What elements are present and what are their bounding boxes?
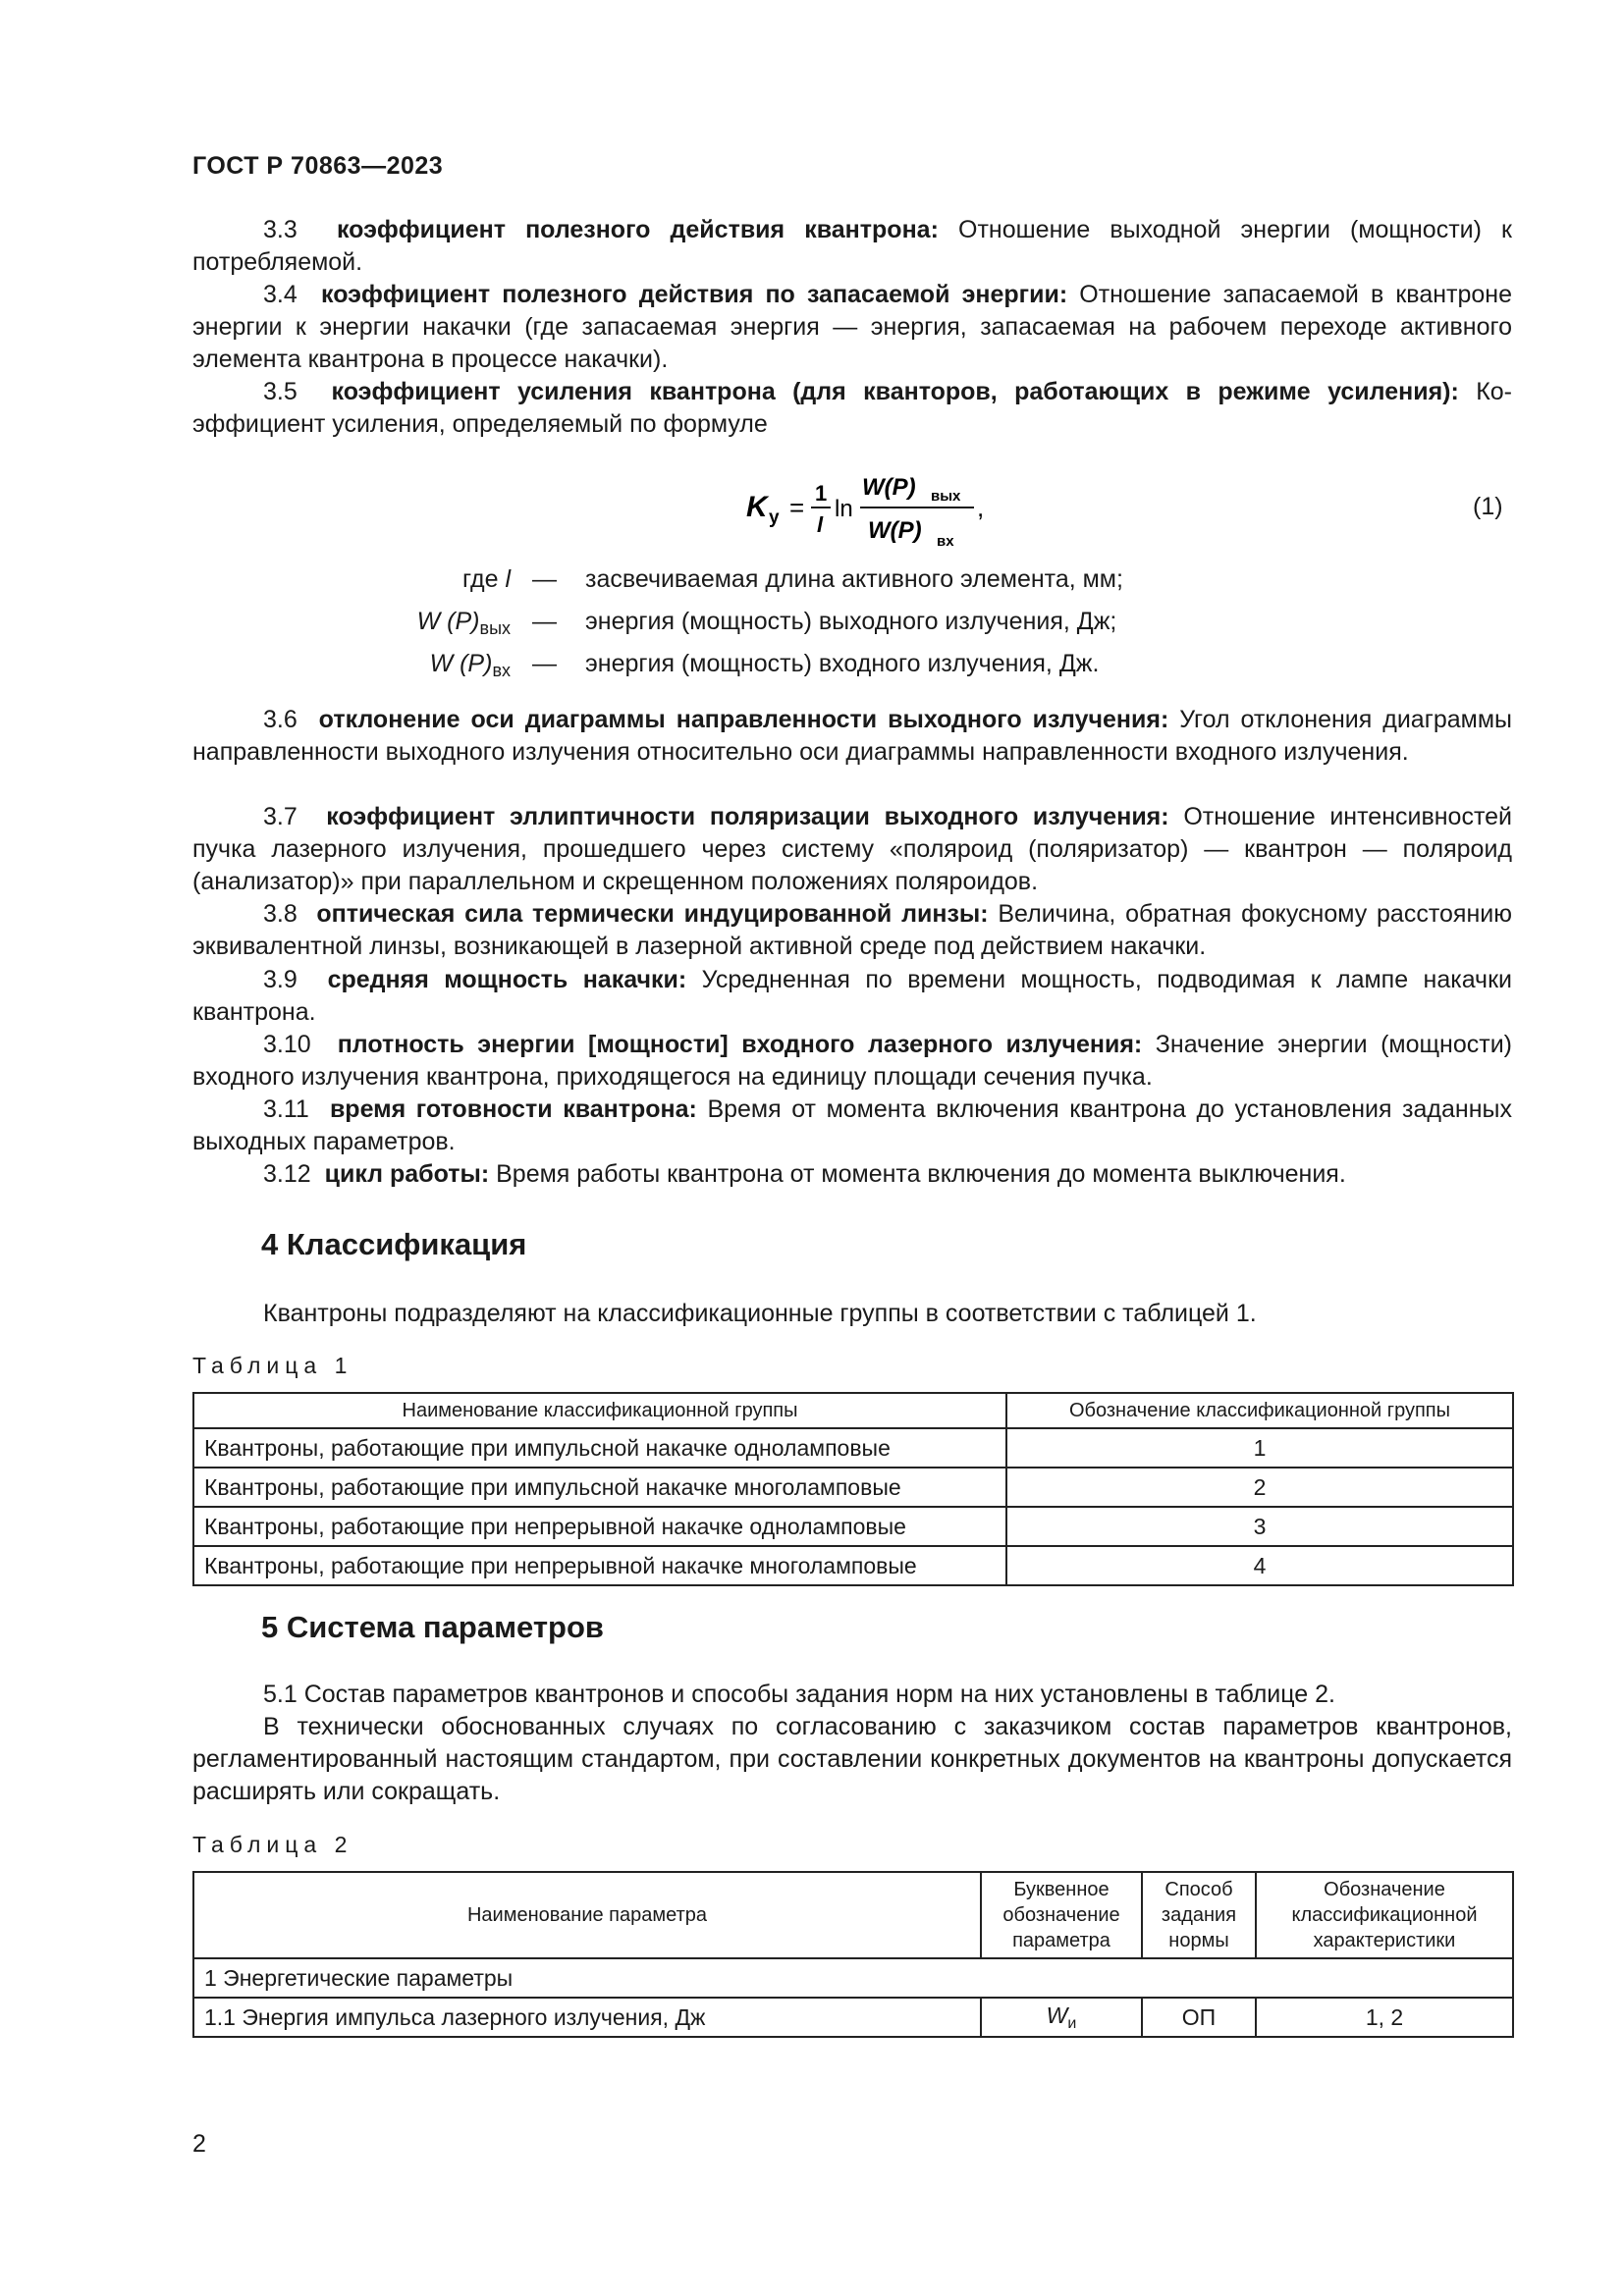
term-number: 3.12 bbox=[263, 1160, 311, 1188]
formula-denominator: W(P) bbox=[868, 517, 922, 544]
term-3-10 bbox=[192, 1029, 1512, 1094]
term-name: коэффициент усиления квантрона (для кванторов, работающих в режиме усиления): bbox=[331, 378, 1459, 405]
section-5-paragraph-2: В технически обоснованных случаях по согласованию с заказчиком состав параметров квантронов, регламентированный настоящим стандартом, при составлении конкретных документов на квантроны допускается расширять или сокращать. bbox=[192, 1713, 1512, 1805]
term-number: 3.10 bbox=[263, 1031, 311, 1058]
definition-dash: — bbox=[532, 565, 557, 593]
term-definition: Значение энергии (мощности) входного излучения квантрона, приходящегося на единицу площади сечения пучка. bbox=[192, 1031, 1513, 1091]
term-number: 3.8 bbox=[263, 900, 298, 928]
table-cell: 3 bbox=[1006, 1507, 1513, 1546]
formula-numerator: W(P) bbox=[862, 474, 916, 501]
table-cell: 1.1 Энергия импульса лазерного излучения, Дж bbox=[193, 1998, 981, 2037]
term-definition: Усредненная по времени мощность, подводимая к лампе накачки квантрона. bbox=[192, 966, 1512, 1026]
classification-table bbox=[192, 1392, 1514, 1586]
formula-lhs: K bbox=[746, 491, 768, 523]
term-definition: Время от момента включения квантрона до установления заданных выходных параметров. bbox=[192, 1095, 1512, 1155]
term-number: 3.6 bbox=[263, 706, 298, 733]
document-header: ГОСТ Р 70863—2023 bbox=[192, 152, 444, 180]
definition-text: засвечиваемая длина активного элемента, мм; bbox=[585, 565, 1123, 593]
term-number: 3.5 bbox=[263, 378, 298, 405]
table-cell: 1 bbox=[1006, 1428, 1513, 1468]
table-cell: Квантроны, работающие при непрерывной накачке одноламповые bbox=[193, 1507, 1006, 1546]
table-cell: Квантроны, работающие при импульсной накачке одноламповые bbox=[193, 1428, 1006, 1468]
gain-formula bbox=[738, 461, 994, 552]
term-3-5 bbox=[192, 376, 1512, 441]
table-header-cell: Способ задания нормы bbox=[1142, 1872, 1256, 1958]
term-name: оптическая сила термически индуцированной линзы: bbox=[316, 900, 989, 928]
page-number: 2 bbox=[192, 2130, 206, 2158]
section-4-intro: Квантроны подразделяют на классификационные группы в соответствии с таблицей 1. bbox=[263, 1300, 1257, 1327]
parameters-table bbox=[192, 1871, 1514, 2038]
table-group-cell: 1 Энергетические параметры bbox=[193, 1958, 1513, 1998]
term-name: коэффициент эллиптичности поляризации выходного излучения: bbox=[326, 803, 1169, 830]
definition-symbol: где l bbox=[461, 565, 511, 593]
term-definition: Коэффициент усиления, определяемый по формуле bbox=[192, 378, 1512, 438]
formula-comma: , bbox=[977, 493, 985, 522]
formula-number: (1) bbox=[1473, 493, 1503, 520]
table-cell: Квантроны, работающие при импульсной накачке многоламповые bbox=[193, 1468, 1006, 1507]
term-3-3 bbox=[192, 214, 1512, 279]
term-name: время готовности квантрона: bbox=[329, 1095, 697, 1123]
term-name: цикл работы: bbox=[324, 1160, 490, 1188]
table-2-caption: Таблица 2 bbox=[192, 1832, 353, 1857]
formula-ln: ln bbox=[835, 496, 853, 522]
term-3-11 bbox=[192, 1094, 1512, 1158]
term-3-12 bbox=[192, 1158, 1512, 1191]
formula-frac-num: 1 bbox=[815, 481, 828, 506]
table-header-cell: Обозначение классификационной характеристики bbox=[1256, 1872, 1513, 1958]
definition-row bbox=[192, 650, 1512, 685]
section-5-title: 5 Система параметров bbox=[261, 1610, 604, 1644]
term-3-6 bbox=[192, 704, 1512, 769]
table-header-cell: Наименование параметра bbox=[193, 1872, 981, 1958]
definition-row bbox=[192, 608, 1512, 643]
definition-text: энергия (мощность) входного излучения, Дж. bbox=[585, 650, 1100, 677]
term-3-8 bbox=[192, 898, 1512, 963]
table-header-row bbox=[193, 1393, 1513, 1428]
term-3-4 bbox=[192, 279, 1512, 376]
table-header-row bbox=[193, 1872, 1513, 1958]
section-4-title: 4 Классификация bbox=[261, 1227, 527, 1261]
definition-row bbox=[192, 565, 1512, 601]
term-number: 3.11 bbox=[263, 1095, 309, 1123]
term-definition: Отношение запасаемой в квантроне энергии к энергии накачки (где запасаемая энергия — энергия, запасаемая на рабочем переходе активного элемента квантрона в процессе накачки). bbox=[192, 281, 1512, 373]
term-3-7 bbox=[192, 801, 1512, 898]
table-cell-symbol: $W_и$ bbox=[981, 1998, 1142, 2037]
section-5-paragraph-1: 5.1 Состав параметров квантронов и способы задания норм на них установлены в таблице 2. bbox=[263, 1681, 1336, 1708]
table-header-cell: Буквенное обозначение параметра bbox=[981, 1872, 1142, 1958]
table-cell: ОП bbox=[1142, 1998, 1256, 2037]
term-definition: Отношение выходной энергии (мощности) к потребляемой. bbox=[192, 216, 1512, 276]
term-definition: Время работы квантрона от момента включения до момента выключения. bbox=[496, 1160, 1346, 1188]
definition-text: энергия (мощность) выходного излучения, Дж; bbox=[585, 608, 1117, 635]
table-cell: 2 bbox=[1006, 1468, 1513, 1507]
formula-frac-den: l bbox=[817, 512, 824, 537]
term-name: коэффициент полезного действия квантрона: bbox=[336, 216, 939, 243]
term-name: средняя мощность накачки: bbox=[327, 966, 687, 993]
table-row bbox=[193, 1507, 1513, 1546]
definition-dash: — bbox=[532, 608, 557, 635]
term-definition: Величина, обратная фокусному расстоянию эквивалентной линзы, возникающей в лазерной активной среде под действием накачки. bbox=[192, 900, 1512, 960]
table-row bbox=[193, 1428, 1513, 1468]
definition-symbol: W $(P)_{вх}$ bbox=[429, 650, 511, 680]
table-row bbox=[193, 1546, 1513, 1585]
term-number: 3.7 bbox=[263, 803, 298, 830]
table-header-cell: Обозначение классификационной группы bbox=[1006, 1393, 1513, 1428]
table-cell: 4 bbox=[1006, 1546, 1513, 1585]
definition-symbol: W $(P)_{вых}$ bbox=[416, 608, 511, 638]
term-name: плотность энергии [мощности] входного лазерного излучения: bbox=[337, 1031, 1143, 1058]
table-group-row bbox=[193, 1958, 1513, 1998]
table-cell: 1, 2 bbox=[1256, 1998, 1513, 2037]
table-row bbox=[193, 1998, 1513, 2037]
table-1-caption: Таблица 1 bbox=[192, 1353, 353, 1378]
term-definition: Отношение интенсивностей пучка лазерного излучения, прошедшего через систему «поляроид (поляризатор) — квантрон — поляроид (анализатор)» при параллельном и скрещенном положениях поляроидов. bbox=[192, 803, 1512, 895]
formula-numerator-sub: вых bbox=[931, 488, 961, 505]
term-number: 3.3 bbox=[263, 216, 298, 243]
formula-denominator-sub: вх bbox=[937, 533, 954, 550]
term-name: отклонение оси диаграммы направленности выходного излучения: bbox=[318, 706, 1169, 733]
table-row bbox=[193, 1468, 1513, 1507]
term-number: 3.9 bbox=[263, 966, 298, 993]
term-3-9 bbox=[192, 964, 1512, 1029]
table-header-cell: Наименование классификационной группы bbox=[193, 1393, 1006, 1428]
term-number: 3.4 bbox=[263, 281, 298, 308]
table-cell: Квантроны, работающие при непрерывной накачке многоламповые bbox=[193, 1546, 1006, 1585]
term-name: коэффициент полезного действия по запасаемой энергии: bbox=[321, 281, 1068, 308]
formula-equals: = bbox=[789, 493, 805, 522]
formula-lhs-sub: у bbox=[769, 507, 780, 528]
definition-dash: — bbox=[532, 650, 557, 677]
term-definition: Угол отклонения диаграммы направленности выходного излучения относительно оси диаграммы направленности входного излучения. bbox=[192, 706, 1512, 766]
